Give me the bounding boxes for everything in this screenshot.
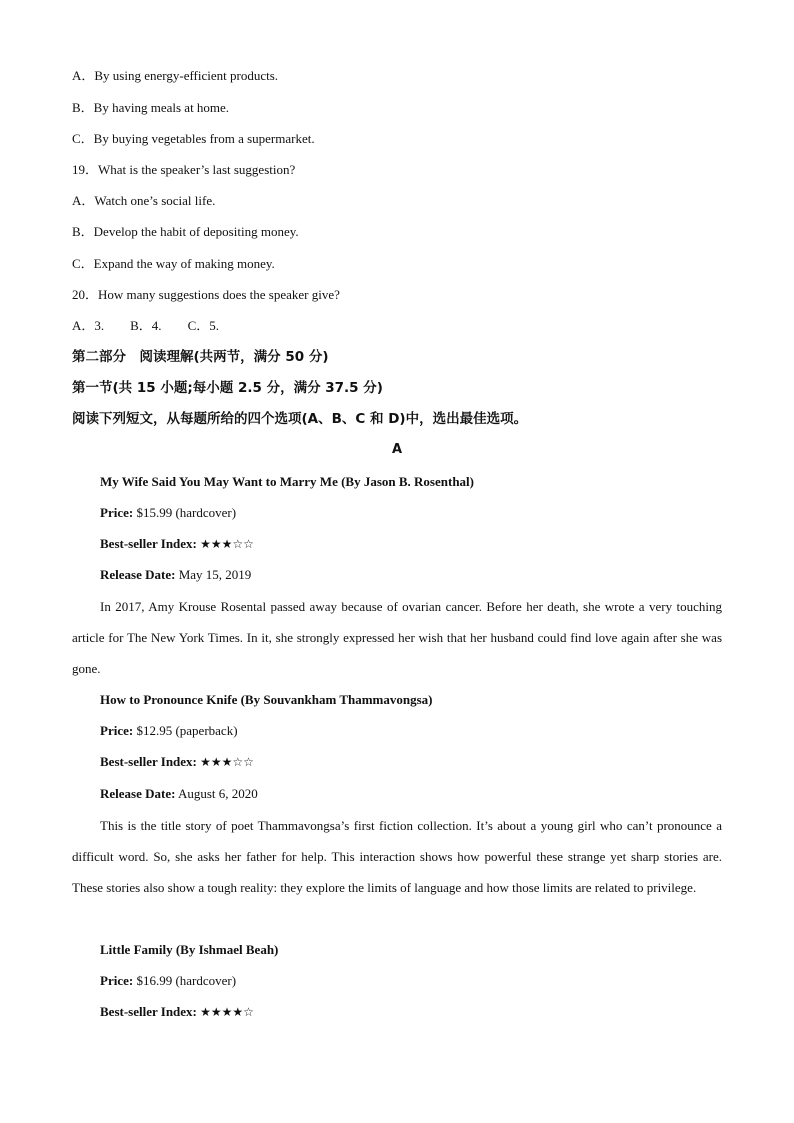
book-1-price bbox=[100, 505, 722, 521]
book-3-price bbox=[100, 973, 722, 989]
q19-option-c: C．Expand the way of making money. bbox=[72, 256, 275, 271]
q18-option-c: C．By buying vegetables from a supermarket. bbox=[72, 131, 315, 146]
index-label: Best-seller Index: bbox=[100, 1004, 197, 1019]
passage-letter: A bbox=[391, 442, 403, 457]
star-rating: ★★★☆☆ bbox=[200, 537, 254, 551]
price-label: Price: bbox=[100, 723, 134, 738]
star-rating: ★★★☆☆ bbox=[200, 755, 254, 769]
book-1-release bbox=[100, 567, 722, 583]
q18-option-b: B．By having meals at home. bbox=[72, 100, 230, 115]
release-label: Release Date: bbox=[100, 567, 176, 582]
price-label: Price: bbox=[100, 505, 134, 520]
release-value: August 6, 2020 bbox=[177, 786, 258, 801]
q20-options bbox=[72, 318, 722, 334]
book-3-title: Little Family (By Ishmael Beah) bbox=[100, 942, 279, 957]
book-3-index bbox=[100, 1004, 722, 1020]
index-label: Best-seller Index: bbox=[100, 754, 197, 769]
book-2-release bbox=[100, 786, 722, 802]
price-value: $16.99 (hardcover) bbox=[136, 973, 237, 988]
price-value: $15.99 (hardcover) bbox=[136, 505, 237, 520]
q20-option-b: B．4. bbox=[130, 318, 162, 333]
instructions: 阅读下列短文，从每题所给的四个选项(A、B、C 和 D)中，选出最佳选项。 bbox=[72, 411, 528, 427]
book-1-title: My Wife Said You May Want to Marry Me (By Jason B. Rosenthal) bbox=[100, 474, 474, 489]
book-2-description: This is the title story of poet Thammavongsa’s first fiction collection. It’s about a young girl who can’t pronounce a difficult word. So, she asks her father for help. This interaction shows how powerful these strange yet sharp stories are. These stories also show a tough reality: they explore the limits of language and how those limits are related to privilege. bbox=[72, 818, 722, 895]
star-rating: ★★★★☆ bbox=[200, 1005, 254, 1019]
index-label: Best-seller Index: bbox=[100, 536, 197, 551]
part-title: 第二部分 阅读理解(共两节，满分 50 分) bbox=[72, 349, 329, 365]
release-label: Release Date: bbox=[100, 786, 176, 801]
q18-option-a: A．By using energy-efficient products. bbox=[72, 68, 279, 83]
price-value: $12.95 (paperback) bbox=[136, 723, 238, 738]
q20-option-c: C．5. bbox=[187, 318, 219, 333]
q19-option-a: A．Watch one’s social life. bbox=[72, 193, 216, 208]
subsection-title: 第一节(共 15 小题;每小题 2.5 分，满分 37.5 分) bbox=[72, 380, 383, 396]
book-2-title: How to Pronounce Knife (By Souvankham Thammavongsa) bbox=[100, 692, 433, 707]
book-1-description: In 2017, Amy Krouse Rosental passed away because of ovarian cancer. Before her death, she wrote a very touching article for The New York Times. In it, she strongly expressed her wish that her husband could find love again after she was gone. bbox=[72, 599, 722, 676]
price-label: Price: bbox=[100, 973, 134, 988]
book-2-price bbox=[100, 723, 722, 739]
book-1-index bbox=[100, 536, 722, 552]
release-value: May 15, 2019 bbox=[178, 567, 252, 582]
q20-option-a: A．3. bbox=[72, 318, 105, 333]
q19-option-b: B．Develop the habit of depositing money. bbox=[72, 224, 299, 239]
q20-question: 20．How many suggestions does the speaker give? bbox=[72, 287, 340, 302]
book-2-index bbox=[100, 754, 722, 770]
q19-question: 19．What is the speaker’s last suggestion? bbox=[72, 162, 296, 177]
